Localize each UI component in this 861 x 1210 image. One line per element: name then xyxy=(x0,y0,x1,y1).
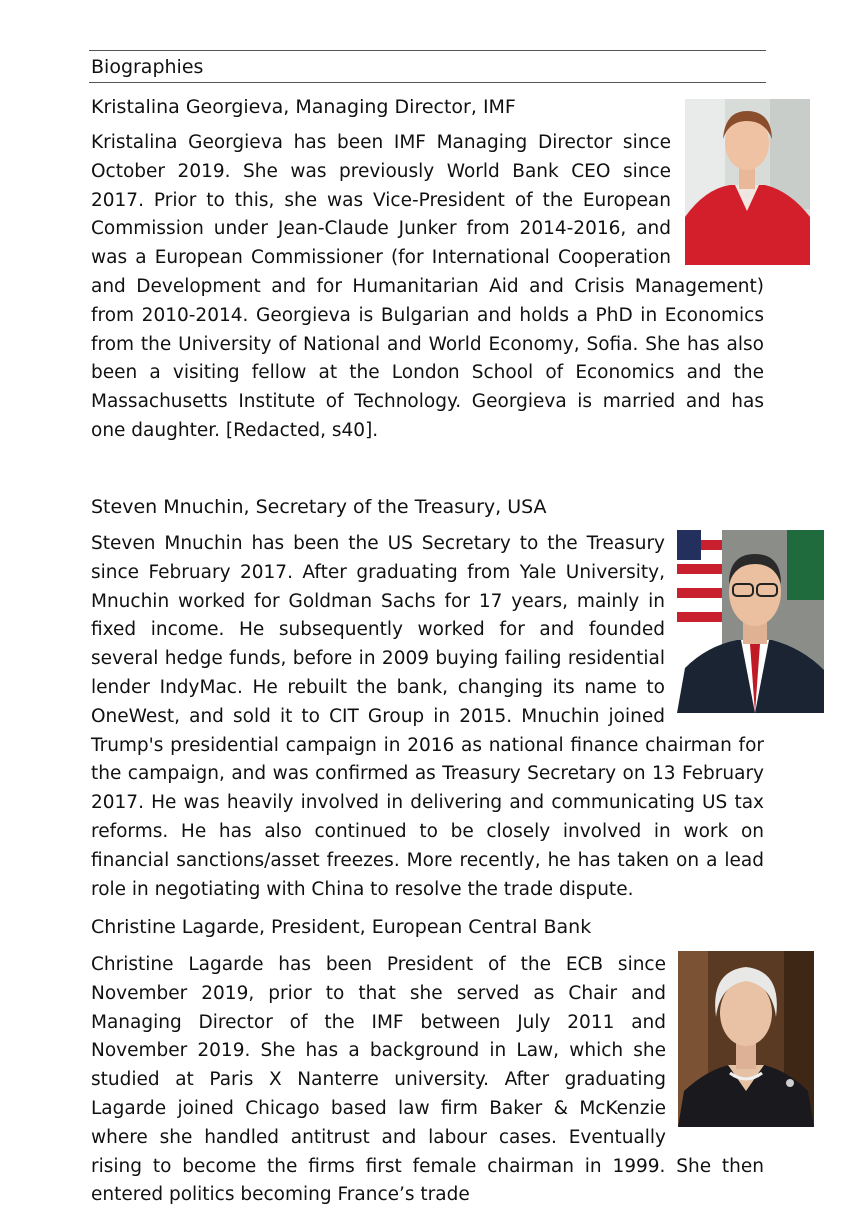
bio-heading-lagarde: Christine Lagarde, President, European Central Bank xyxy=(91,916,592,938)
section-title: Biographies xyxy=(91,56,204,78)
photo-lagarde xyxy=(678,951,814,1127)
bio-heading-mnuchin: Steven Mnuchin, Secretary of the Treasury, USA xyxy=(91,496,547,518)
section-title-rule xyxy=(89,82,766,83)
bio-mnuchin xyxy=(91,530,764,904)
photo-mnuchin xyxy=(677,530,824,713)
bio-georgieva xyxy=(91,129,764,446)
bio-text-georgieva: Kristalina Georgieva has been IMF Managing Director since October 2019. She was previously World Bank CEO since 2017. Prior to this, she was Vice-President of the European Commission under Jean-Claude Junker from 2014-2016, and was a European Commissioner (for International Cooperation and Development and for Humanitarian Aid and Crisis Management) from 2010-2014. Georgieva is Bulgarian and holds a PhD in Economics from the University of National and World Economy, Sofia. She has also been a visiting fellow at the London School of Economics and the Massachusetts Institute of Technology. Georgieva is married and has one daughter. [Redacted, s40]. xyxy=(91,132,764,441)
bio-text-mnuchin: Steven Mnuchin has been the US Secretary to the Treasury since February 2017. After graduating from Yale University, Mnuchin worked for Goldman Sachs for 17 years, mainly in fixed income. He subsequently worked for and founded several hedge funds, before in 2009 buying failing residential lender IndyMac. He rebuilt the bank, changing its name to OneWest, and sold it to CIT Group in 2015. Mnuchin joined Trump's presidential campaign in 2016 as national finance chairman for the campaign, and was confirmed as Treasury Secretary on 13 February 2017. He was heavily involved in delivering and communicating US tax reforms. He has also continued to be closely involved in work on financial sanctions/asset freezes. More recently, he has taken on a lead role in negotiating with China to resolve the trade dispute. xyxy=(91,533,764,900)
top-rule xyxy=(89,50,766,51)
bio-lagarde xyxy=(91,951,764,1210)
photo-georgieva xyxy=(685,99,810,265)
bio-heading-georgieva: Kristalina Georgieva, Managing Director, IMF xyxy=(91,96,516,118)
bio-text-lagarde: Christine Lagarde has been President of the ECB since November 2019, prior to that she served as Chair and Managing Director of the IMF between July 2011 and November 2019. She has a background in Law, which she studied at Paris X Nanterre university. After graduating Lagarde joined Chicago based law firm Baker & McKenzie where she handled antitrust and labour cases. Eventually rising to become the firms first female chairman in 1999. She then entered politics becoming France’s trade xyxy=(91,954,764,1206)
